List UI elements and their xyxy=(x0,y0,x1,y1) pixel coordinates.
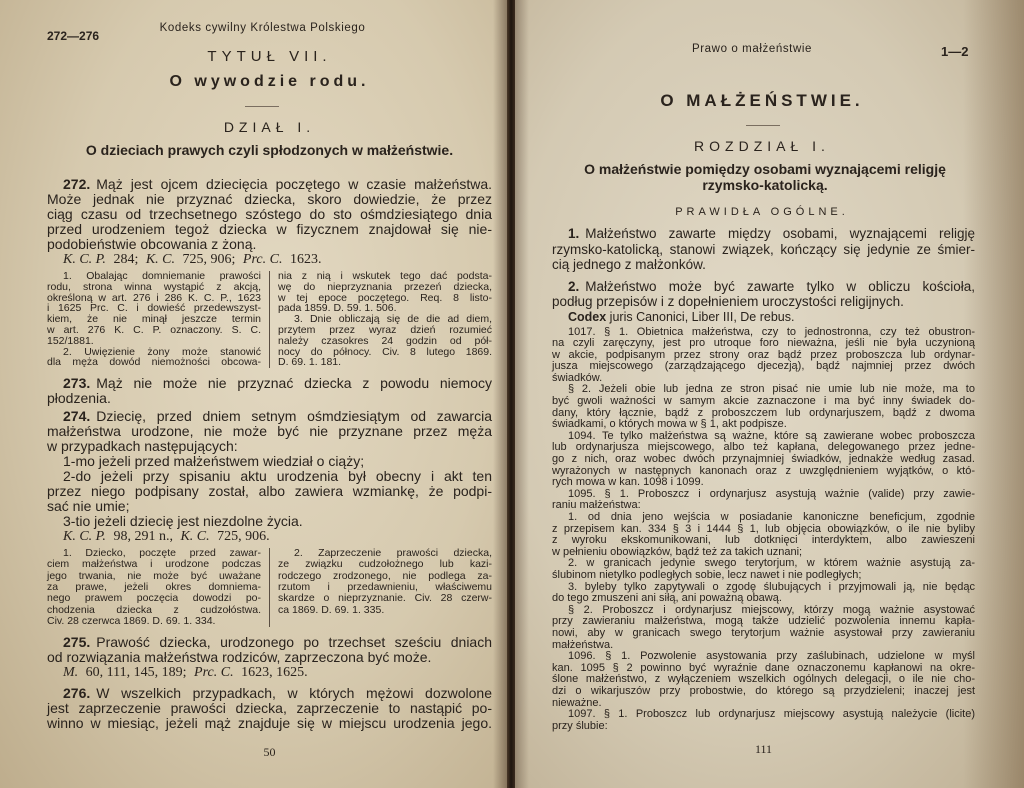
line-text: 2. Zaprzeczenie prawości dziecka, xyxy=(294,547,492,560)
line-text: z wyroku ekskomunikowani, lub dotknięci interdyktem, albo zawieszeni xyxy=(552,534,975,547)
line-text: pada 1859. D. 59. 1. 506. xyxy=(278,302,397,315)
footnotes xyxy=(47,271,492,368)
right-body xyxy=(552,226,975,732)
line-text: Mąż jest ojcem dziecięcia poczętego w czasie małżeństwa. xyxy=(96,176,492,192)
citation-source: K. C. xyxy=(145,252,176,267)
line-text: świadkami, o których mowa w § 1, akt podpisze. xyxy=(552,418,787,431)
text-line xyxy=(278,357,492,368)
line-text: Prawość dziecka, urodzonego po trzechset sześciu dniach xyxy=(96,634,492,651)
text-line xyxy=(552,294,975,310)
footnote-column xyxy=(269,271,492,368)
chapter-title xyxy=(545,161,985,193)
text-line xyxy=(47,177,492,192)
line-text: 1097. § 1. Proboszcz lub ordynarjusz miejscowy asystują należycie (licite) xyxy=(568,708,975,721)
chapter-title-line: O małżeństwie pomiędzy osobami wyznającemi religję xyxy=(584,161,946,177)
footnote-column xyxy=(47,271,261,368)
line-text: małżeństwa urodzone, nie może być nie przyznane przez męża xyxy=(47,423,492,440)
line-text: nieważne. xyxy=(552,696,602,709)
line-text: sać nie umie; xyxy=(47,498,130,515)
citation-numbers: 284; xyxy=(109,252,142,267)
line-text: nowi, aby w granicach swego terytorjum ważnie asystował przy zawieraniu xyxy=(552,626,975,639)
text-line xyxy=(47,409,492,424)
line-text: rych mowa w kan. 1098 i 1099. xyxy=(552,476,704,489)
citation-numbers: 1623, 1625. xyxy=(237,665,308,681)
article-275 xyxy=(47,635,492,680)
citation xyxy=(47,529,492,544)
left-body xyxy=(47,177,492,731)
text-line xyxy=(552,686,975,698)
line-text: ślone małżeństwo, z wyłączeniem wszelkich ogólnych delegacji, o ile nie cho- xyxy=(552,673,975,686)
page-number: 50 xyxy=(263,745,276,759)
text-line xyxy=(47,439,492,454)
line-text: przy ślubie: xyxy=(552,719,608,732)
line-text: kiem, że nie minął jeszcze termin xyxy=(47,313,261,326)
citation-source: M. xyxy=(63,665,79,681)
line-text: wyrażonych w następnych kanonach oraz z uwzględnieniem wyjątków, o któ- xyxy=(552,464,975,477)
line-text: za prawe, jeżeli okres domniema- xyxy=(47,581,261,594)
line-text: podobieństwie obcowania z żoną. xyxy=(47,236,257,252)
line-text: rodu, strona winna wystąpić z akcją, xyxy=(47,280,261,293)
line-text: W wszelkich przypadkach, w których mężowi dozwolone xyxy=(96,685,492,702)
line-text: 2. w granicach jedynie swego terytorjum, w którem ważnie asystują za- xyxy=(568,557,975,570)
text-line xyxy=(47,207,492,222)
divider xyxy=(746,125,780,126)
line-text: 2-do jeżeli przy spisaniu aktu urodzenia był obecny i akt ten xyxy=(63,468,492,485)
line-text: rzymsko-katolicką, stanowi związek, kończący się jedynie ze śmier- xyxy=(552,241,975,257)
line-text: nego prawem poczęcia dowodzi po- xyxy=(47,592,261,605)
article-273 xyxy=(47,376,492,406)
text-line xyxy=(47,192,492,207)
line-text: ciem małżeństwa i urodzone podczas xyxy=(47,558,261,571)
line-text: dla męża dowód niemożności obcowa- xyxy=(47,356,261,369)
line-text: przed urodzeniem tegoż dziecka w fizycznem znajdował się nie- xyxy=(47,221,492,237)
line-text: chodzenia dziecka z cudzołóstwa. xyxy=(47,603,261,616)
line-text: w art. 276 K. C. P. oznaczony. S. C. xyxy=(47,323,261,336)
line-text: raniu małżeństwa: xyxy=(552,499,641,512)
text-line xyxy=(552,242,975,258)
text-line xyxy=(552,226,975,242)
citation-source: Prc. C. xyxy=(242,252,283,267)
line-text: rzutom i przedawnieniu, właściwemu xyxy=(278,581,492,594)
line-text: jest zaprzeczenie prawości dziecka, zaprzeczenie to nastąpić po- xyxy=(47,700,492,717)
text-line xyxy=(47,391,492,406)
line-text: Mąż nie może nie przyznać dziecka z powodu niemocy xyxy=(96,375,492,392)
line-text: świadków. xyxy=(552,371,603,384)
section-title: O dzieciach prawych czyli spłodzonych w małżeństwie. xyxy=(85,142,454,158)
title-heading: O MAŁŻEŃSTWIE. xyxy=(660,91,864,110)
line-text: jusza miejscowego (zarządzającego djecezją), bądź najmniej przez dwóch xyxy=(552,360,975,373)
text-line xyxy=(47,686,492,701)
text-line xyxy=(47,424,492,439)
line-text: nia z nią i wskutek tego dać podsta- xyxy=(278,270,492,282)
line-text: wę do nieprzyznania przezeń dziecka, xyxy=(278,280,492,293)
article-1 xyxy=(552,226,975,273)
article-272 xyxy=(47,177,492,267)
line-text: kan. 1095 § 2 powinno być wyraźnie dane oznaczonemu kapłanowi na okre- xyxy=(552,661,975,674)
line-text: od rozwiązania małżeństwa rodziców, zaprzeczona być może. xyxy=(47,649,432,666)
title-heading: TYTUŁ VII. xyxy=(207,48,332,65)
line-text: skardze o nieprzyznanie. Civ. 28 czerw- xyxy=(278,592,492,605)
line-text: z przepisem kan. 334 § 3 i 1444 § 1, lub objęcia obowiązków, o ile nie byliby xyxy=(552,522,975,535)
citation xyxy=(47,252,492,267)
article-number: 272. xyxy=(63,176,91,192)
line-text: przytem przez wyraz dzień rozumieć xyxy=(278,323,492,336)
text-line xyxy=(552,721,975,733)
line-text: w akcie, podpisanym przez strony oraz bądź przez proboszcza lub ordynar- xyxy=(552,348,975,361)
text-line xyxy=(278,605,492,616)
text-line xyxy=(47,499,492,514)
line-text: go z nich, oraz wobec dwóch przynajmniej świadków, jednakże według zasad. xyxy=(552,453,975,466)
line-text: 1017. § 1. Obietnica małżeństwa, czy to jednostronna, czy też obustron- xyxy=(568,325,975,338)
codex-text: juris Canonici, Liber III, De rebus. xyxy=(606,309,795,324)
line-text: § 2. Jeżeli obie lub jedna ze stron pisać nie umie lub nie może, ma to xyxy=(568,383,975,396)
text-line xyxy=(47,222,492,237)
article-number: 274. xyxy=(63,408,91,425)
line-text: do tego zmuszeni ani siłą, ani poważną obawą. xyxy=(552,592,782,605)
line-text: być gwoli ważności w samym akcie zaznaczone i ma być inny świadek do- xyxy=(552,395,975,408)
line-text: ca 1869. D. 69. 1. 335. xyxy=(278,603,385,616)
line-text: 2. Uwięzienie żony może stanowić xyxy=(63,345,261,358)
line-text: § 2. Proboszcz i ordynarjusz miejscowy, którzy mogą ważnie asystować xyxy=(568,603,975,616)
left-page xyxy=(0,0,507,788)
line-text: cią jednego z małżonków. xyxy=(552,257,706,272)
line-text: D. 69. 1. 181. xyxy=(278,356,342,369)
line-text: nocy do północy. Civ. 8 lutego 1869. xyxy=(278,345,492,358)
chapter-heading: ROZDZIAŁ I. xyxy=(694,138,830,154)
article-274 xyxy=(47,409,492,544)
article-number: 2. xyxy=(568,278,580,294)
text-line xyxy=(552,279,975,295)
text-line xyxy=(47,484,492,499)
line-text: ze związku cudzołożnego lub kazi- xyxy=(278,558,492,571)
title-subtitle: O wywodzie rodu. xyxy=(169,73,370,90)
text-line xyxy=(47,376,492,391)
footnotes xyxy=(47,548,492,627)
line-text: Civ. 28 czerwca 1869. D. 69. 1. 334. xyxy=(47,614,216,627)
citation-numbers: 1623. xyxy=(286,252,322,267)
article-range: 1—2 xyxy=(941,44,969,59)
line-text: 1094. Te tylko małżeństwa są ważne, które są zawierane wobec proboszcza xyxy=(568,429,975,442)
canon-texts xyxy=(552,327,975,733)
line-text: 1-mo jeżeli przed małżeństwem wiedział o ciąży; xyxy=(63,453,365,470)
text-line xyxy=(47,616,261,627)
line-text: 3-tio jeżeli dziecię jest niezdolne życia. xyxy=(63,513,303,530)
line-text: ciąg czasu od trzechsetnego szóstego do sto ośmdziesiątego dnia xyxy=(47,206,492,222)
right-page xyxy=(515,0,1024,788)
line-text: na czyli zaręczyny, jest pro utroque foro nieważna, jeśli nie była uczynioną xyxy=(552,337,975,350)
line-text: podług przepisów i z dopełnieniem uroczystości religijnych. xyxy=(552,294,904,309)
citation-numbers: 725, 906; xyxy=(179,252,239,267)
text-line xyxy=(552,709,975,721)
line-text: przez niego podpisany został, albo zawiera wzmiankę, że podpi- xyxy=(47,483,492,500)
book-gutter xyxy=(507,0,515,788)
article-number: 276. xyxy=(63,685,91,702)
text-line xyxy=(552,361,975,373)
text-line xyxy=(47,514,492,529)
line-text: przy zawieraniu małżeństwa, mogą także udzielić pozwolenia innemu kapła- xyxy=(552,615,975,628)
line-text: 1. Dziecko, poczęte przed zawar- xyxy=(63,547,261,560)
line-text: 152/1881. xyxy=(47,334,94,347)
line-text: dzi o wikarjuszów przy probostwie, do którego są przydzieleni; inaczej jest xyxy=(552,684,975,697)
citation-source: K. C. P. xyxy=(63,252,106,267)
line-text: 3. byleby tylko zapytywali o zgodę ślubujących i przyjmowali ją, nie będąc xyxy=(568,580,975,593)
text-line xyxy=(552,257,975,273)
article-number: 273. xyxy=(63,375,91,392)
line-text: należy czasokres 24 godzin od pół- xyxy=(278,334,492,347)
line-text: lub ordynarjusza miejscowego, albo też kapłana, delegowanego przez jedne- xyxy=(552,441,975,454)
text-line xyxy=(47,701,492,716)
line-text: 3. Dnie obliczają się de die ad diem, xyxy=(294,313,492,326)
line-text: winno w miesiąc, jeżeli mąż znajduje się w miejscu urodzenia jego. xyxy=(47,715,492,732)
text-line xyxy=(47,716,492,731)
codex-reference xyxy=(552,310,975,325)
citation-source: K. C. xyxy=(180,529,210,545)
article-number: 275. xyxy=(63,634,91,651)
line-text: Małżeństwo może być zawarte tylko w obliczu kościoła, xyxy=(585,278,975,294)
line-text: określoną w art. 276 i 286 K. C. P., 1623 xyxy=(47,291,261,304)
line-text: 1. od dnia jeno wejścia w posiadanie kanoniczne beneficjum, zgodnie xyxy=(568,511,975,523)
page-number: 111 xyxy=(754,742,773,756)
chapter-title-line: rzymsko-katolicką. xyxy=(702,177,828,193)
running-title: Prawo o małżeństwie xyxy=(691,43,813,55)
citation-numbers: 725, 906. xyxy=(213,529,270,545)
line-text: rodczego zrodzonego, nie podlega za- xyxy=(278,569,492,582)
line-text: 1095. § 1. Proboszcz i ordynarjusz asystują ważnie (valide) przy zawie- xyxy=(568,487,975,500)
footnote-column xyxy=(269,548,492,627)
citation-numbers: 60, 111, 145, 189; xyxy=(82,665,191,681)
footnote-column xyxy=(47,548,261,627)
line-text: małżeństwa. xyxy=(552,638,614,651)
line-text: 1. Obalając domniemanie prawości xyxy=(63,270,261,282)
rules-heading: PRAWIDŁA OGÓLNE. xyxy=(675,206,849,218)
citation xyxy=(47,665,492,680)
text-line xyxy=(47,454,492,469)
line-text: płodzenia. xyxy=(47,390,111,407)
text-line xyxy=(47,469,492,484)
article-2 xyxy=(552,279,975,310)
running-title: Kodeks cywilny Królestwa Polskiego xyxy=(159,22,366,34)
text-line xyxy=(47,237,492,252)
citation-source: Prc. C. xyxy=(194,665,234,681)
text-line xyxy=(47,650,492,665)
divider xyxy=(245,106,279,107)
line-text: Dziecię, przed dniem setnym ośmdziesiątym od zawarcia xyxy=(96,408,492,425)
line-text: w pełnieniu obowiązków, bądź też za takich uznani; xyxy=(552,545,803,558)
article-276 xyxy=(47,686,492,731)
line-text: jego trwania, nie może być uważane xyxy=(47,569,261,582)
article-range: 272—276 xyxy=(47,29,100,43)
line-text: dany, który łącznie, bądź z proboszczem lub ordynarjuszem, bądź z dwoma xyxy=(552,406,975,419)
text-line xyxy=(552,628,975,640)
citation-numbers: 98, 291 n., xyxy=(109,529,177,545)
article-number: 1. xyxy=(568,226,580,241)
line-text: i 1625 Prc. C. i dowieść przedewszyst- xyxy=(47,302,261,315)
text-line xyxy=(47,357,261,368)
line-text: ślubinom nietylko podległych sobie, lecz nawet i nie podległych; xyxy=(552,568,862,581)
text-line xyxy=(47,635,492,650)
line-text: w tej epoce poczętego. Req. 8 listo- xyxy=(278,291,492,304)
line-text: 1096. § 1. Pozwolenie asystowania przy zaślubinach, udzielone w myśl xyxy=(568,650,975,663)
codex-label: Codex xyxy=(568,309,607,324)
section-heading: DZIAŁ I. xyxy=(223,119,316,135)
line-text: Może jednak nie przyznać dziecka, skoro dowiedzie, że przez xyxy=(47,191,492,207)
line-text: Małżeństwo zawarte między osobami, wyznającemi religję xyxy=(585,226,975,241)
line-text: w przypadkach następujących: xyxy=(47,438,238,455)
citation-source: K. C. P. xyxy=(63,529,106,545)
